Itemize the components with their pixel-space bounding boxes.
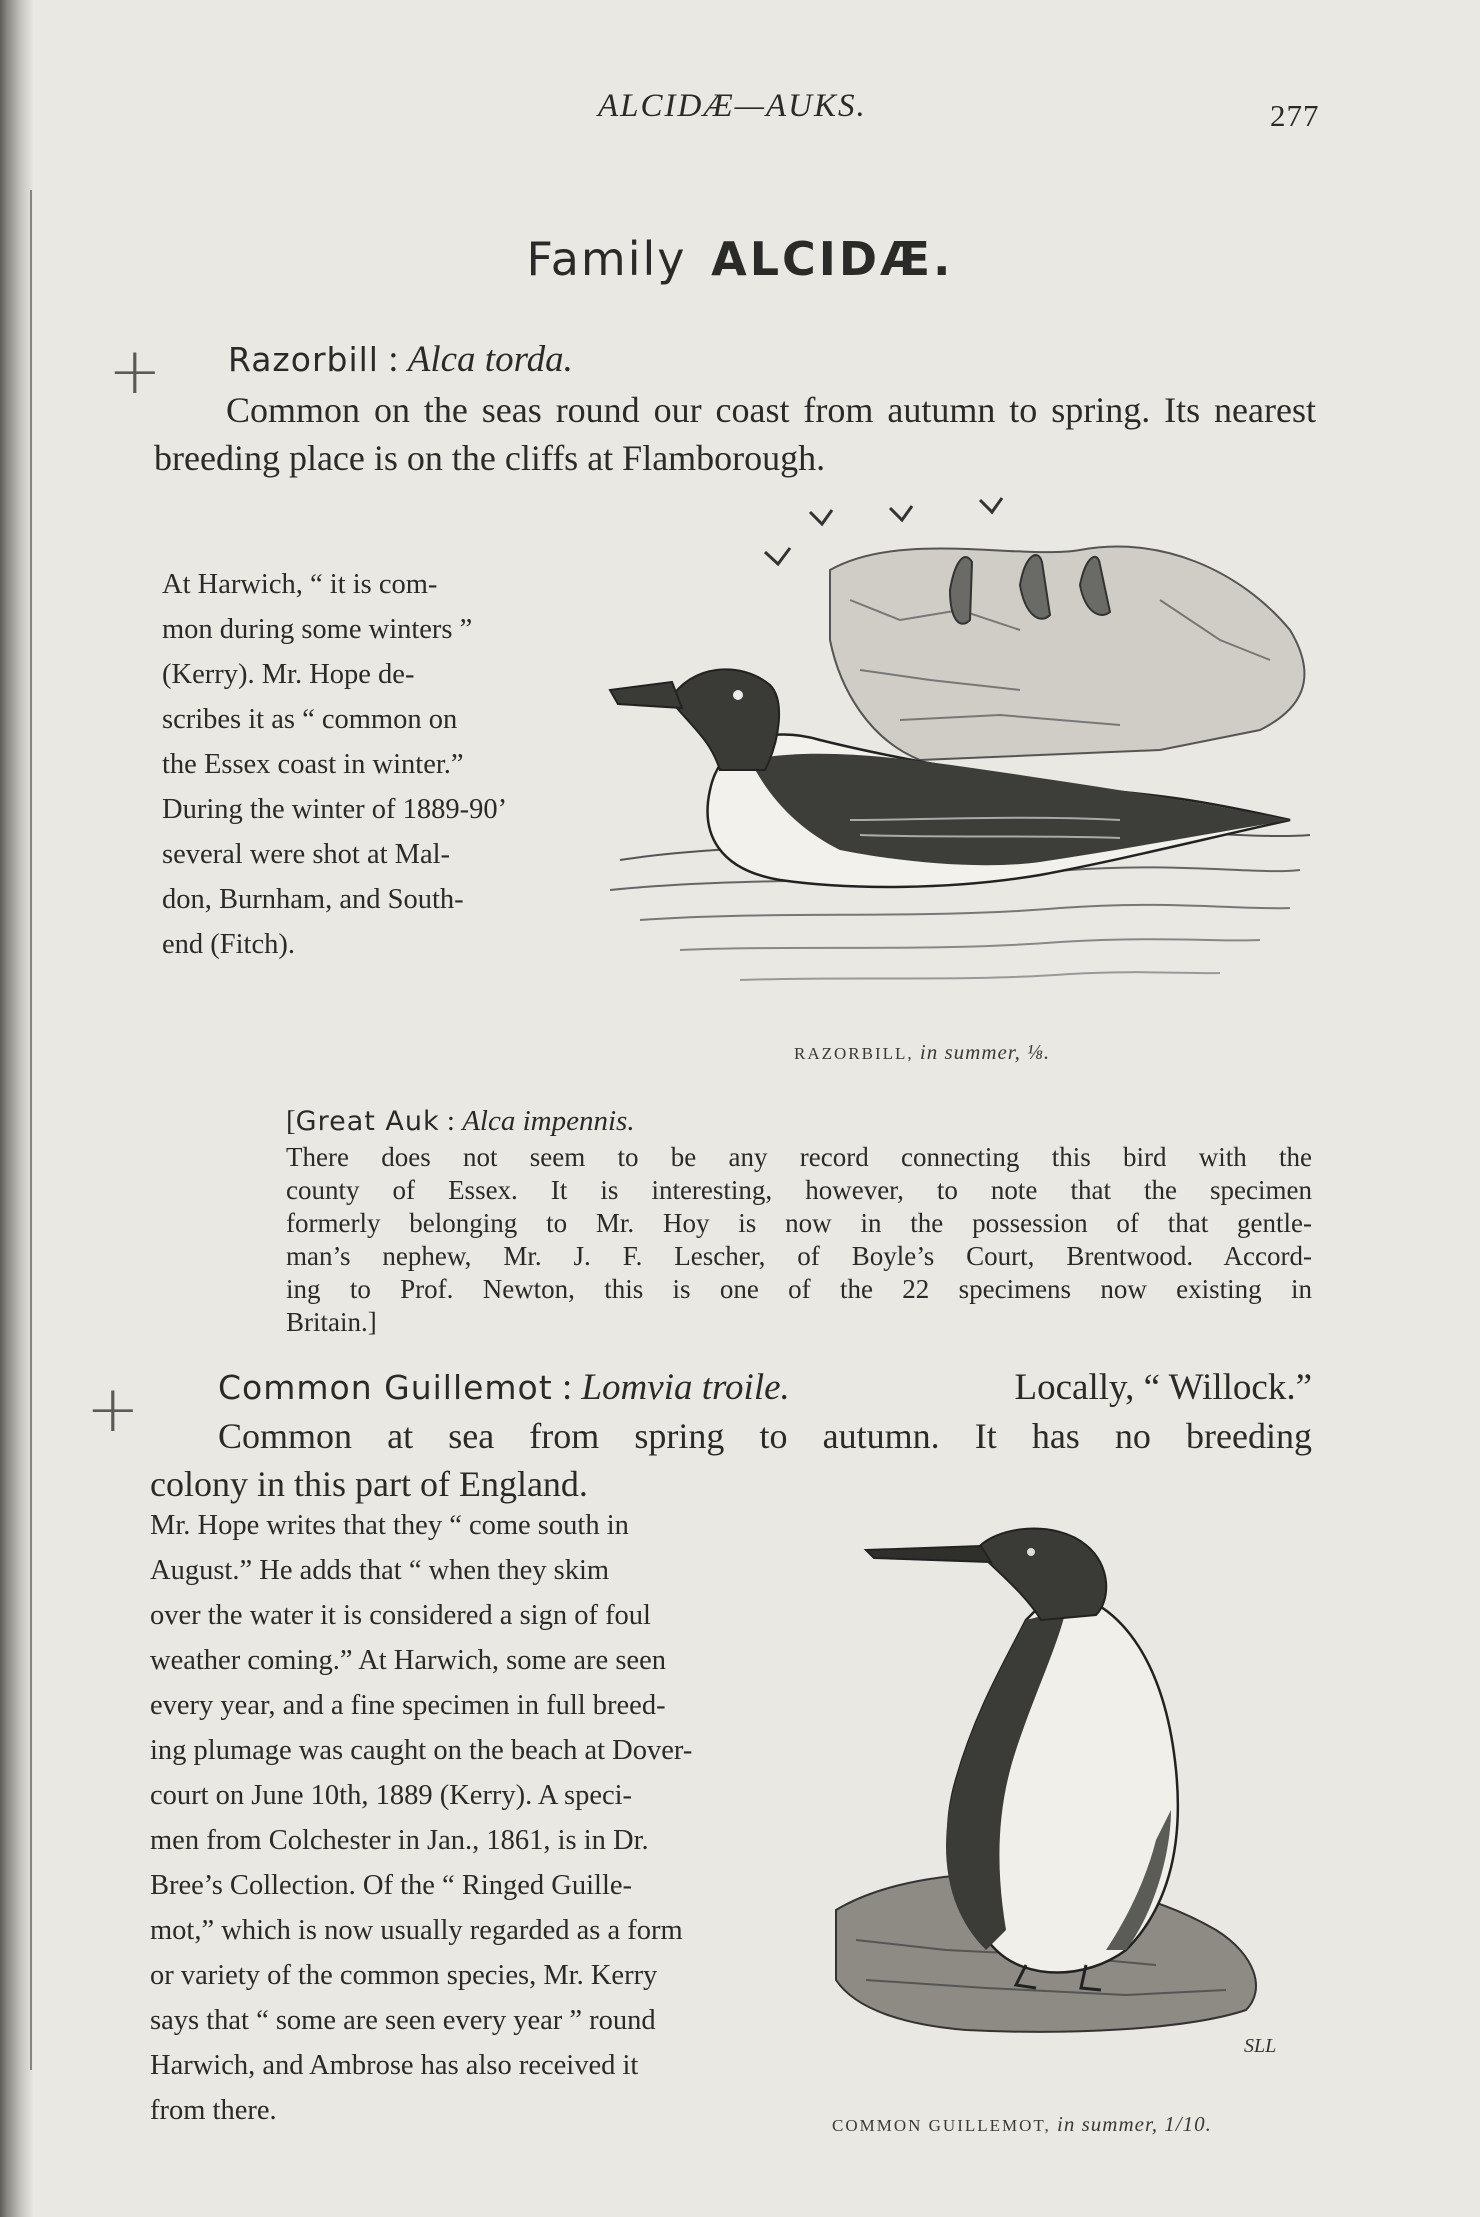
- text-line: ing plumage was caught on the beach at Dover-: [150, 1735, 693, 1766]
- margin-cross-mark: +: [108, 335, 162, 409]
- heading-separator: :: [378, 339, 408, 380]
- caption-detail: in summer, ⅛.: [919, 1040, 1051, 1064]
- caption-name: RAZORBILL,: [794, 1044, 920, 1063]
- text-line: August.” He adds that “ when they skim: [150, 1555, 610, 1586]
- text-line: or variety of the common species, Mr. Kerry: [150, 1960, 658, 1991]
- text-line: scribes it as “ common on: [162, 704, 458, 735]
- page-number: 277: [1270, 98, 1320, 133]
- razorbill-lead-paragraph: Common on the seas round our coast from autumn to spring. Its nearest breeding place is on the cliffs at Flamborough.: [154, 390, 1316, 478]
- caption-name: COMMON GUILLEMOT,: [832, 2116, 1058, 2135]
- running-head: ALCIDÆ—AUKS.: [598, 88, 867, 124]
- text-line: over the water it is considered a sign of foul: [150, 1600, 651, 1631]
- text-line: court on June 10th, 1889 (Kerry). A speci-: [150, 1780, 633, 1811]
- text-line: every year, and a fine specimen in full breed-: [150, 1690, 666, 1721]
- text-line: Common at sea from spring to autumn. It has no breeding: [218, 1416, 1312, 1456]
- text-line: mot,” which is now usually regarded as a form: [150, 1915, 683, 1946]
- razorbill-heading: [228, 338, 573, 381]
- guillemot-heading: [218, 1366, 1312, 1409]
- text-line: formerly belonging to Mr. Hoy is now in the possession of that gentle-: [286, 1208, 1312, 1238]
- book-gutter-shadow: [0, 0, 34, 2217]
- guillemot-illustration: [826, 1510, 1306, 2070]
- heading-separator: :: [439, 1105, 463, 1137]
- family-heading-name: ALCIDÆ.: [711, 232, 954, 286]
- open-bracket: [: [286, 1105, 296, 1137]
- great-auk-paragraph: [286, 1141, 1312, 1339]
- text-line: Britain.]: [286, 1307, 377, 1337]
- text-line: Harwich, and Ambrose has also received it: [150, 2050, 639, 2081]
- family-heading: [0, 232, 1480, 286]
- great-auk-scientific-name: Alca impennis.: [462, 1105, 635, 1137]
- text-line: ing to Prof. Newton, this is one of the 22 specimens now existing in: [286, 1274, 1312, 1304]
- razorbill-scientific-name: Alca torda.: [407, 339, 573, 380]
- text-line: the Essex coast in winter.”: [162, 749, 464, 780]
- family-heading-prefix: Family: [526, 232, 687, 286]
- text-line: don, Burnham, and South-: [162, 884, 464, 915]
- text-line: says that “ some are seen every year ” round: [150, 2005, 656, 2036]
- razorbill-common-name: Razorbill: [228, 340, 379, 379]
- razorbill-caption: [794, 1040, 1050, 1065]
- text-line: weather coming.” At Harwich, some are seen: [150, 1645, 666, 1676]
- text-line: Bree’s Collection. Of the “ Ringed Guille-: [150, 1870, 633, 1901]
- margin-cross-mark: +: [86, 1373, 140, 1447]
- text-line: man’s nephew, Mr. J. F. Lescher, of Boyle’s Court, Brentwood. Accord-: [286, 1241, 1312, 1271]
- text-line: colony in this part of England.: [150, 1464, 588, 1504]
- text-line: (Kerry). Mr. Hope de-: [162, 659, 415, 690]
- guillemot-local-name: Locally, “ Willock.”: [1014, 1367, 1312, 1408]
- text-line: end (Fitch).: [162, 929, 295, 960]
- guillemot-caption: [832, 2112, 1212, 2137]
- text-line: from there.: [150, 2095, 277, 2126]
- heading-separator: :: [552, 1367, 582, 1408]
- caption-detail: in summer, 1/10.: [1057, 2112, 1212, 2136]
- text-line: mon during some winters ”: [162, 614, 473, 645]
- artist-signature: SLL: [1244, 2035, 1277, 2057]
- text-line: There does not seem to be any record connecting this bird with the: [286, 1142, 1312, 1172]
- guillemot-column-text: [150, 1503, 806, 2133]
- great-auk-common-name: Great Auk: [295, 1106, 440, 1137]
- text-line: During the winter of 1889-90’: [162, 794, 508, 825]
- gutter-binding-line: [30, 190, 32, 2070]
- text-line: At Harwich, “ it is com-: [162, 569, 438, 600]
- guillemot-common-name: Common Guillemot: [218, 1368, 553, 1407]
- great-auk-heading: [286, 1105, 635, 1138]
- guillemot-lead-paragraph: [150, 1412, 1312, 1508]
- text-line: men from Colchester in Jan., 1861, is in Dr.: [150, 1825, 649, 1856]
- text-line: Mr. Hope writes that they “ come south in: [150, 1510, 629, 1541]
- razorbill-illustration: [600, 490, 1320, 1030]
- guillemot-scientific-name: Lomvia troile.: [581, 1367, 790, 1408]
- text-line: several were shot at Mal-: [162, 839, 451, 870]
- page-header: [0, 88, 1480, 138]
- text-line: county of Essex. It is interesting, however, to note that the specimen: [286, 1175, 1312, 1205]
- razorbill-column-text: [162, 562, 566, 967]
